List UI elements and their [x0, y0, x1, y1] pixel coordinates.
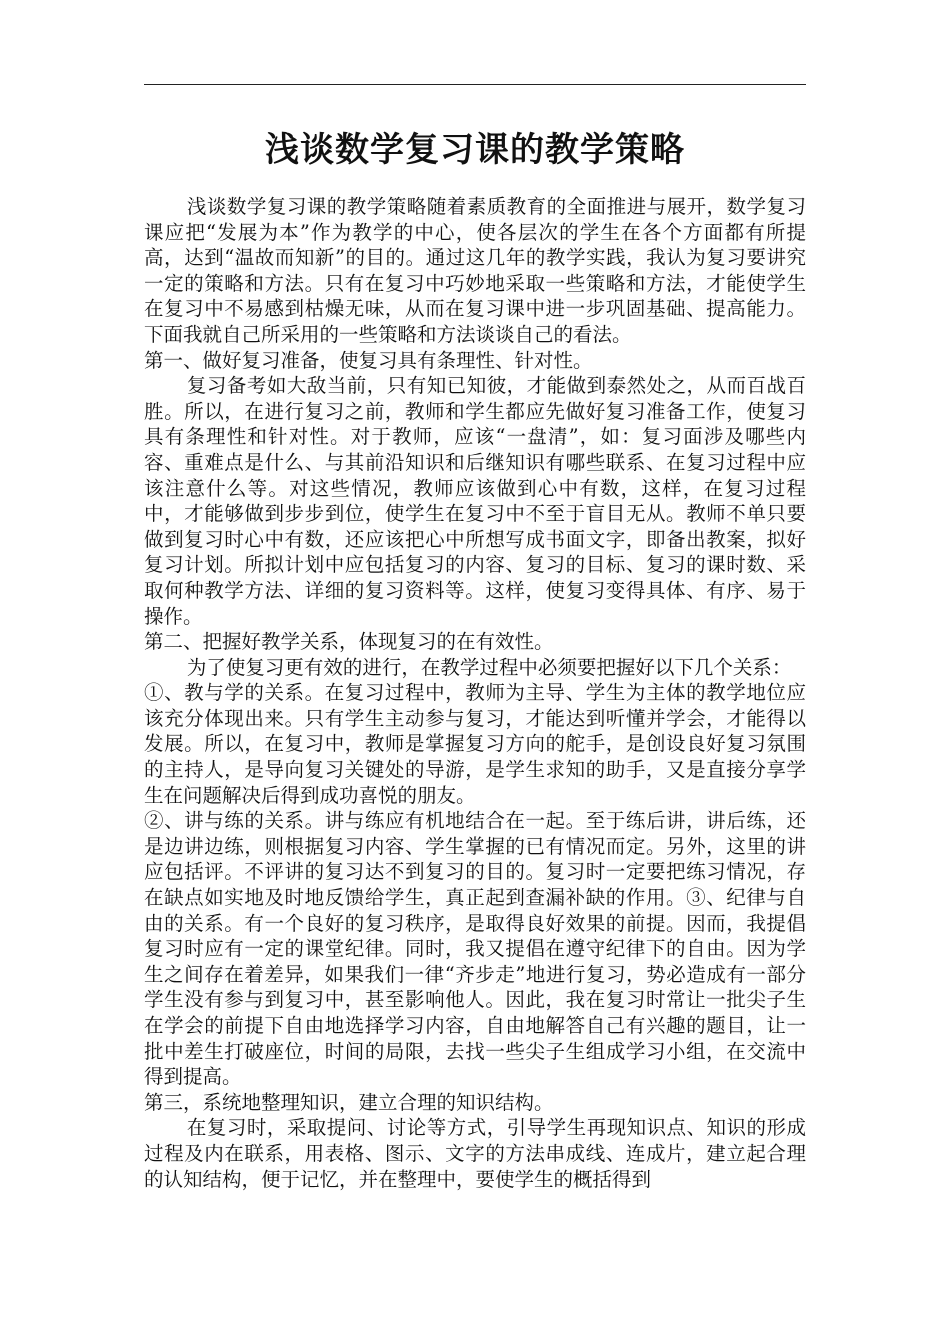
section-heading-2: 第二、把握好教学关系，体现复习的在有效性。: [144, 630, 554, 654]
section-heading-3: 第三，系统地整理知识，建立合理的知识结构。: [144, 1090, 554, 1114]
section-heading-1: 第一、做好复习准备，使复习具有条理性、针对性。: [144, 348, 593, 372]
relation-item-1: ①、教与学的关系。在复习过程中，教师为主导、学生为主体的教学地位应该充分体现出来。只有学生主动参与复习，才能达到听懂并学会，才能得以发展。所以，在复习中，教师是掌握复习方向的舵手，是创设良好复习氛围的主持人，是导向复习关键处的导游，是学生求知的助手，又是直接分享学生在问题解决后得到成功喜悦的朋友。: [144, 681, 806, 807]
section-1-paragraph: 复习备考如大敌当前，只有知已知彼，才能做到泰然处之，从而百战百胜。所以，在进行复习之前，教师和学生都应先做好复习准备工作，使复习具有条理性和针对性。对于教师，应该“一盘清”，如：复习面涉及哪些内容、重难点是什么、与其前沿知识和后继知识有哪些联系、在复习过程中应该注意什么等。对这些情况，教师应该做到心中有数，这样，在复习过程中，才能够做到步步到位，使学生在复习中不至于盲目无从。教师不单只要做到复习时心中有数，还应该把心中所想写成书面文字，即备出教案，拟好复习计划。所拟计划中应包括复习的内容、复习的目标、复习的课时数、采取何种教学方法、详细的复习资料等。这样，使复习变得具体、有序、易于操作。: [144, 374, 806, 628]
relation-item-2-3: ②、讲与练的关系。讲与练应有机地结合在一起。至于练后讲，讲后练，还是边讲边练，则根据复习内容、学生掌握的已有情况而定。另外，这里的讲应包括评。不评讲的复习达不到复习的目的。复习时一定要把练习情况，存在缺点如实地及时地反馈给学生，真正起到查漏补缺的作用。③、纪律与自由的关系。有一个良好的复习秩序，是取得良好效果的前提。因而，我提倡复习时应有一定的课堂纪律。同时，我又提倡在遵守纪律下的自由。因为学生之间存在着差异，如果我们一律“齐步走”地进行复习，势必造成有一部分学生没有参与到复习中，甚至影响他人。因此，我在复习时常让一批尖子生在学会的前提下自由地选择学习内容，自由地解答自己有兴趣的题目，让一批中差生打破座位，时间的局限，去找一些尖子生组成学习小组，在交流中得到提高。: [144, 809, 806, 1089]
section-2-intro-paragraph: 为了使复习更有效的进行，在教学过程中必须要把握好以下几个关系：: [186, 655, 792, 679]
header-rule: [144, 84, 806, 85]
document-body: [144, 194, 806, 1192]
document-title: 浅谈数学复习课的教学策略: [265, 130, 685, 170]
intro-paragraph: 浅谈数学复习课的教学策略随着素质教育的全面推进与展开，数学复习课应把“发展为本”作为教学的中心，使各层次的学生在各个方面都有所提高，达到“温故而知新”的目的。通过这几年的教学实践，我认为复习要讲究一定的策略和方法。只有在复习中巧妙地采取一些策略和方法，才能使学生在复习中不易感到枯燥无味，从而在复习课中进一步巩固基础、提高能力。下面我就自己所采用的一些策略和方法谈谈自己的看法。: [144, 195, 806, 346]
section-3-paragraph: 在复习时，采取提问、讨论等方式，引导学生再现知识点、知识的形成过程及内在联系，用表格、图示、文字的方法串成线、连成片，建立起合理的认知结构，便于记忆，并在整理中，要使学生的概括得到: [144, 1116, 806, 1191]
